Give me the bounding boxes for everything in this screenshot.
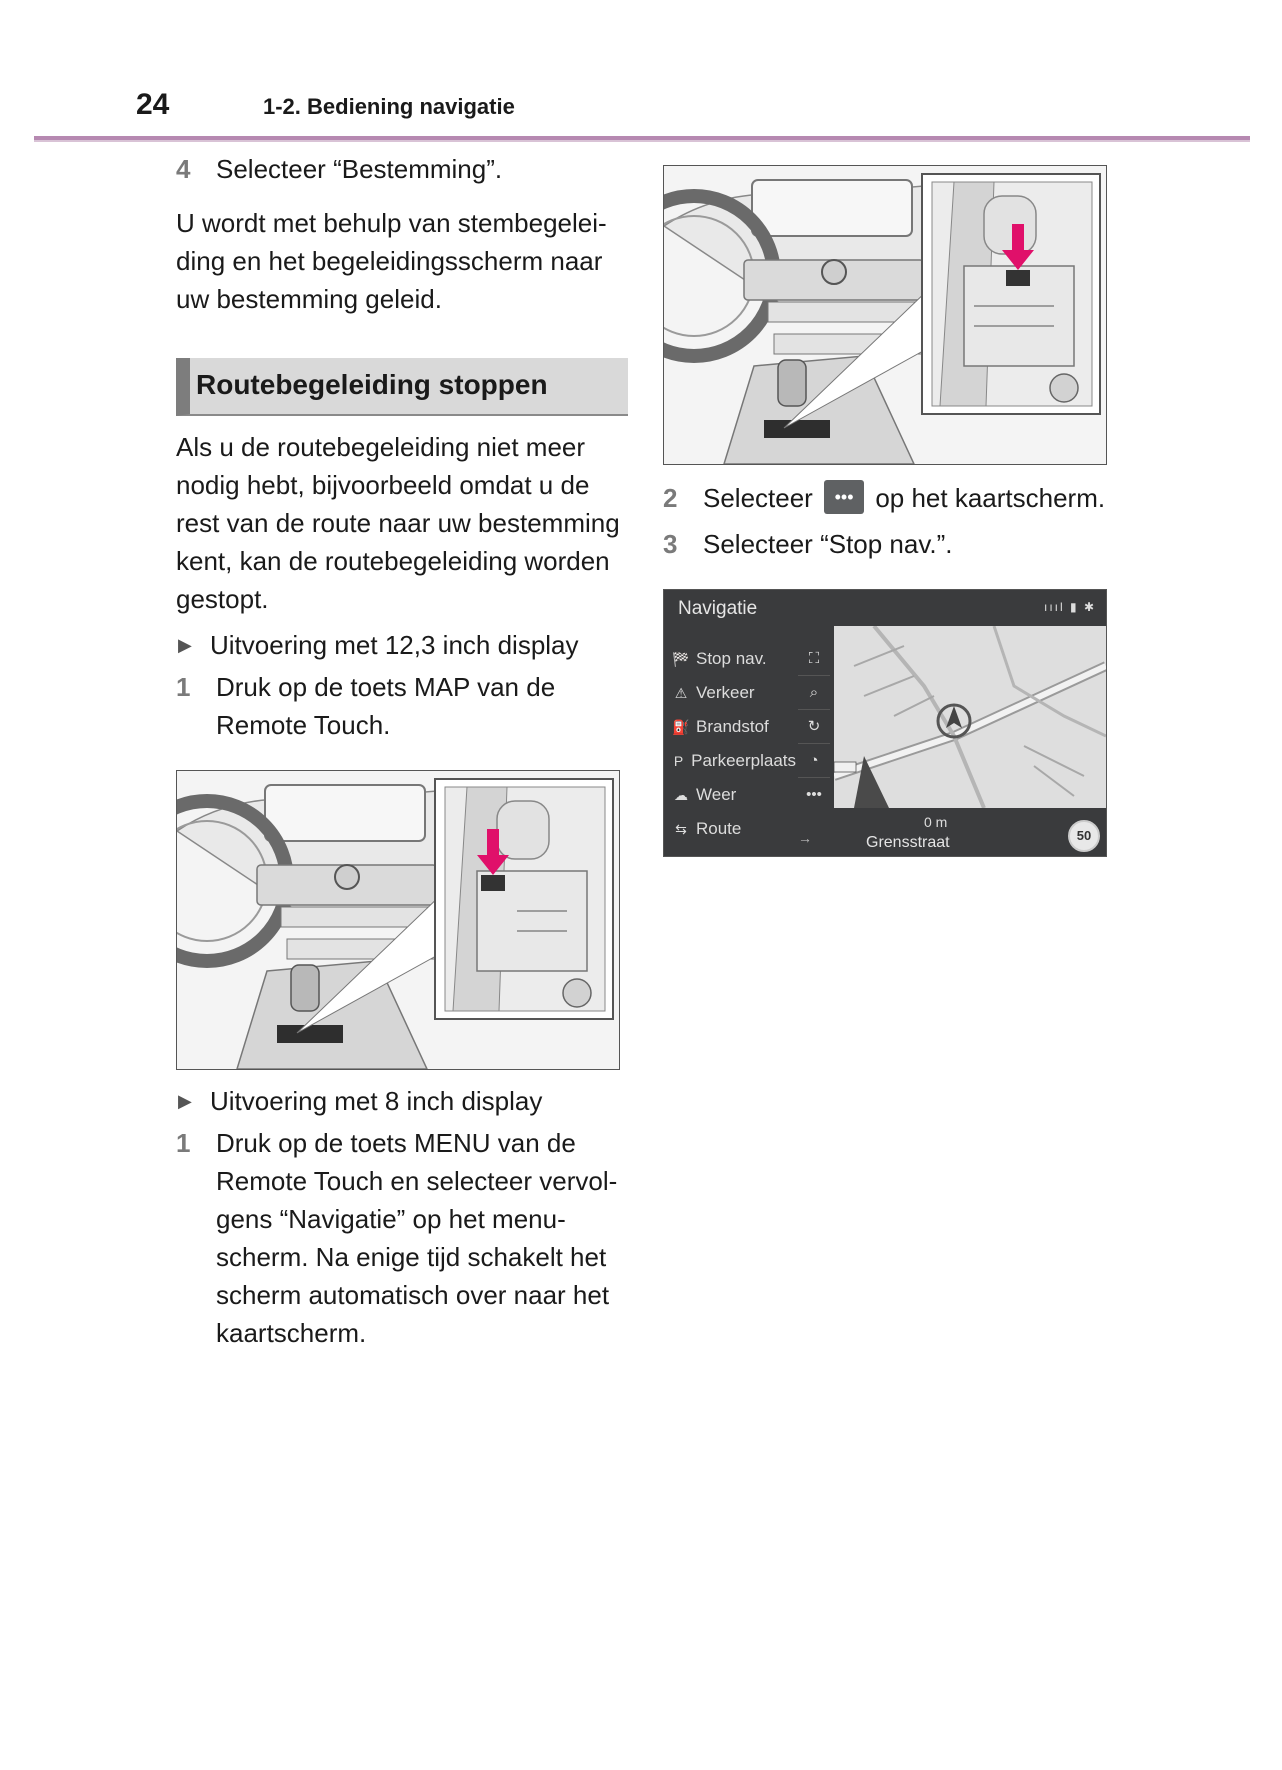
section-title: 1-2. Bediening navigatie <box>263 94 515 119</box>
nav-tool-column <box>798 642 830 812</box>
subsection-heading: Routebegeleiding stoppen <box>176 358 628 416</box>
page-number: 24 <box>136 88 170 121</box>
menu-parking[interactable] <box>664 744 796 778</box>
menu-label: Stop nav. <box>696 649 767 669</box>
variant-label: Uitvoering met 8 inch display <box>210 1086 543 1116</box>
more-options-icon: ••• <box>824 480 864 514</box>
remote-touch-illustration-8in <box>663 165 1107 465</box>
menu-route[interactable] <box>664 812 796 846</box>
search-icon[interactable]: ⌕ <box>798 676 830 710</box>
nav-status-icons: ıııl ▮ ✱ <box>1044 600 1096 615</box>
step-text: Selecteer “Bestemming”. <box>216 154 503 184</box>
step-text: Selecteer “Stop nav.”. <box>703 529 953 560</box>
guidance-paragraph: U wordt met behulp van stembegelei-ding en het begeleidingsscherm naar uw bestemming geleid. <box>176 208 607 314</box>
compass-icon[interactable]: ◔ <box>798 744 830 778</box>
step-number: 1 <box>176 1128 191 1158</box>
menu-label: Route <box>696 819 742 839</box>
variant-12-inch <box>176 626 636 664</box>
menu-fuel[interactable] <box>664 710 796 744</box>
variant-8-inch <box>176 1082 636 1120</box>
fullscreen-icon[interactable]: ⛶ <box>798 642 830 676</box>
triangle-bullet-icon: ▶ <box>178 1091 192 1111</box>
nav-bottom-bar <box>794 808 1106 856</box>
nav-street-name: Grensstraat <box>866 834 950 852</box>
step-2-before: Selecteer <box>703 483 813 513</box>
step-4 <box>176 150 636 188</box>
turn-arrow-icon: → <box>798 830 812 847</box>
step-3 <box>663 525 1113 563</box>
parking-icon: P <box>673 753 684 770</box>
fuel-icon: ⛽ <box>672 718 690 735</box>
variant2-step-1 <box>176 1124 636 1352</box>
step-number: 3 <box>663 529 678 560</box>
nav-distance: 0 m <box>924 814 948 831</box>
menu-label: Parkeerplaats <box>691 751 796 771</box>
step-text: Druk op de toets MENU van de Remote Touch en selecteer vervol-gens “Navigatie” op het menu-scherm. Na enige tijd schakelt het scherm automatisch over naar het kaartscherm. <box>216 1128 618 1348</box>
warning-icon: ⚠ <box>674 684 688 701</box>
right-column <box>663 165 1113 857</box>
menu-label: Verkeer <box>696 683 755 703</box>
step-2-after: op het kaartscherm. <box>875 483 1106 513</box>
variant-label: Uitvoering met 12,3 inch display <box>210 630 579 660</box>
menu-label: Brandstof <box>696 717 769 737</box>
remote-touch-illustration-12in <box>176 770 620 1070</box>
route-icon: ⇆ <box>675 820 687 837</box>
nav-map[interactable] <box>834 626 1106 808</box>
step-2 <box>663 479 1113 517</box>
flag-icon: 🏁 <box>672 650 690 667</box>
step-number: 2 <box>663 483 678 513</box>
nav-side-menu <box>664 642 796 846</box>
menu-stop-nav[interactable] <box>664 642 796 676</box>
menu-weather[interactable] <box>664 778 796 812</box>
stop-paragraph: Als u de routebegeleiding niet meer nodig hebt, bijvoorbeeld omdat u de rest van de route naar uw bestemming kent, kan de routebegeleiding worden gestopt. <box>176 432 620 614</box>
variant1-step-1 <box>176 668 636 744</box>
header-rule-shadow <box>34 140 1250 142</box>
menu-label: Weer <box>696 785 737 805</box>
more-options-icon[interactable]: ••• <box>798 778 830 812</box>
left-column <box>176 150 636 1352</box>
step-text: Druk op de toets MAP van de Remote Touch. <box>216 672 556 740</box>
speed-limit-badge: 50 <box>1068 820 1100 852</box>
menu-traffic[interactable] <box>664 676 796 710</box>
step-number: 1 <box>176 672 191 702</box>
reroute-icon[interactable]: ↻ <box>798 710 830 744</box>
weather-icon: ☁ <box>674 786 688 803</box>
triangle-bullet-icon: ▶ <box>178 635 192 655</box>
navigation-screen <box>663 589 1107 857</box>
nav-screen-title: Navigatie <box>678 598 758 620</box>
step-number: 4 <box>176 154 191 184</box>
step-text <box>703 479 1113 517</box>
